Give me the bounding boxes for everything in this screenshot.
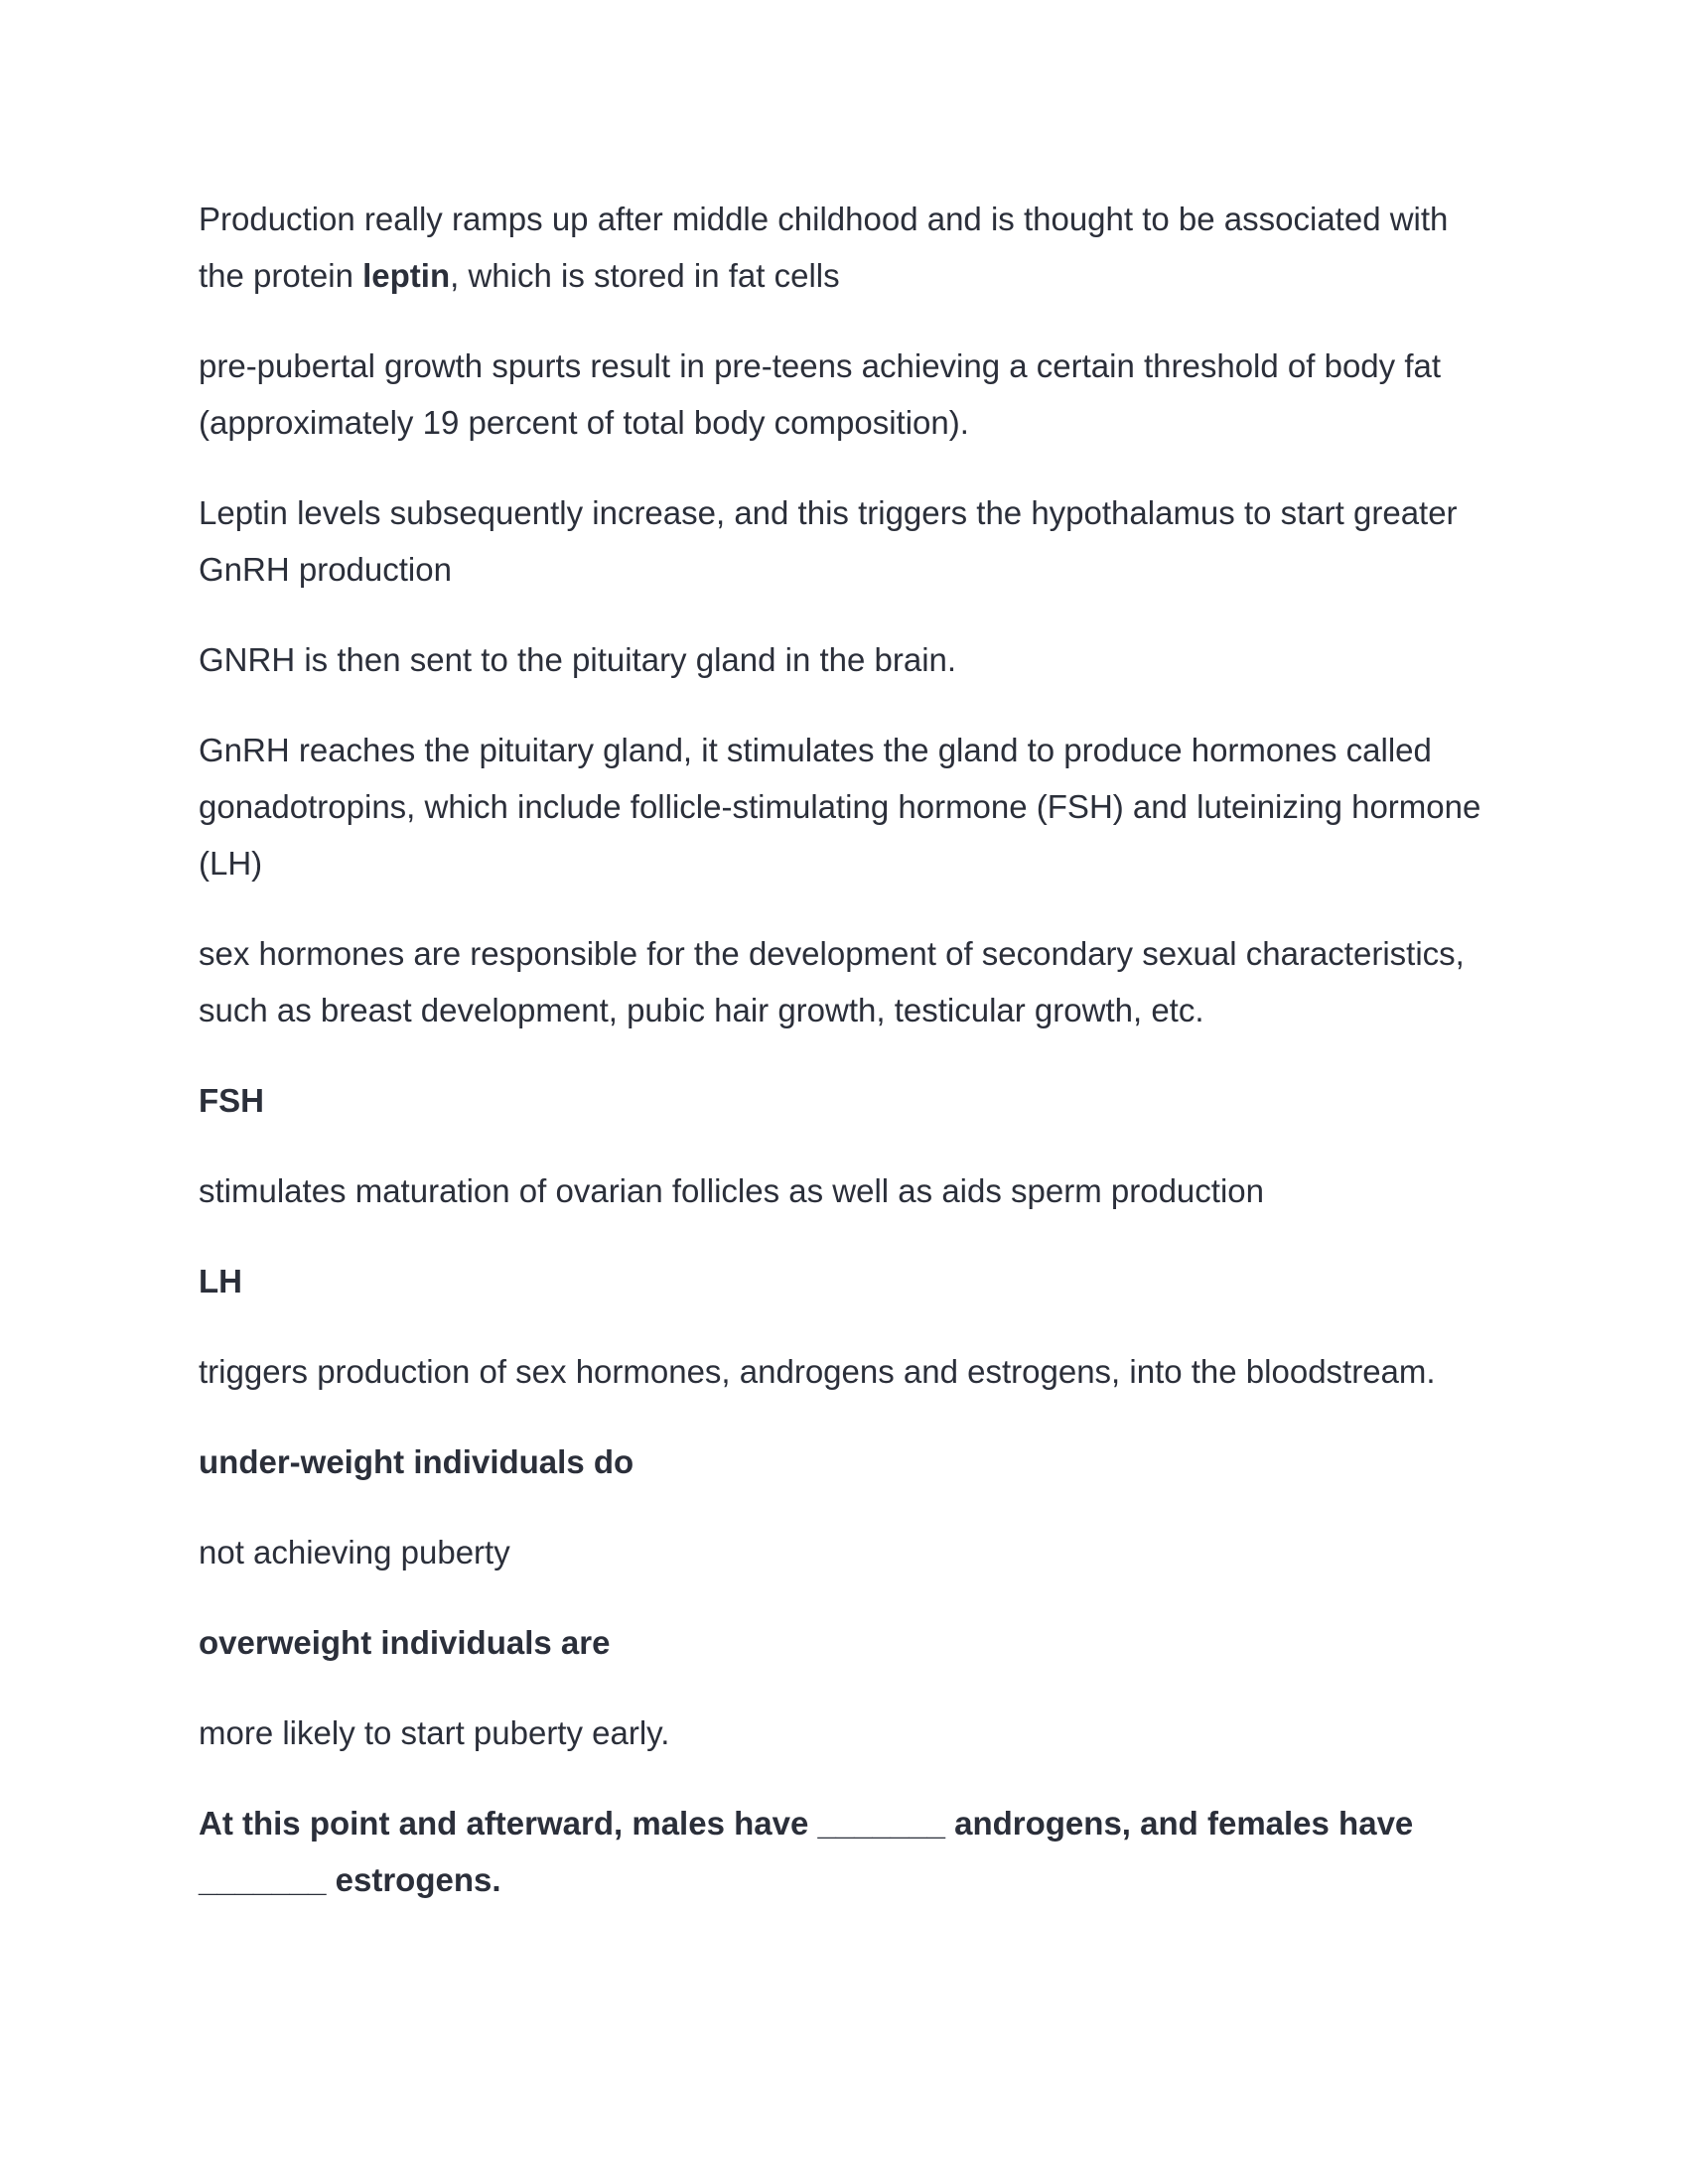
paragraph-leptin [199, 191, 1499, 304]
paragraph-lh: triggers production of sex hormones, androgens and estrogens, into the bloodstream. [199, 1353, 1436, 1390]
question-androgens-estrogens: At this point and afterward, males have _______ androgens, and females have _______ estrogens. [199, 1805, 1414, 1898]
heading-underweight: under-weight individuals do [199, 1443, 634, 1480]
paragraph-growth-spurts: pre-pubertal growth spurts result in pre-teens achieving a certain threshold of body fat (approximately 19 percent of total body composition). [199, 347, 1442, 441]
document-page [199, 191, 1499, 1942]
paragraph-leptin-text-start: Production really ramps up after middle childhood and is thought to be associated with the protein [199, 201, 1449, 294]
paragraph-leptin-text-end: , which is stored in fat cells [450, 257, 840, 294]
paragraph-overweight: more likely to start puberty early. [199, 1714, 670, 1751]
leptin-term: leptin [362, 257, 451, 294]
heading-lh: LH [199, 1263, 242, 1299]
heading-overweight: overweight individuals are [199, 1624, 611, 1661]
paragraph-gonadotropins: GnRH reaches the pituitary gland, it stimulates the gland to produce hormones called gonadotropins, which include follicle-stimulating hormone (FSH) and luteinizing hormone (LH) [199, 732, 1481, 882]
heading-fsh: FSH [199, 1082, 264, 1119]
paragraph-leptin-levels: Leptin levels subsequently increase, and this triggers the hypothalamus to start greater GnRH production [199, 494, 1458, 588]
paragraph-underweight: not achieving puberty [199, 1534, 510, 1570]
paragraph-fsh: stimulates maturation of ovarian follicles as well as aids sperm production [199, 1172, 1264, 1209]
paragraph-sex-hormones: sex hormones are responsible for the development of secondary sexual characteristics, such as breast development, pubic hair growth, testicular growth, etc. [199, 935, 1465, 1028]
paragraph-gnrh-sent: GNRH is then sent to the pituitary gland in the brain. [199, 641, 957, 678]
